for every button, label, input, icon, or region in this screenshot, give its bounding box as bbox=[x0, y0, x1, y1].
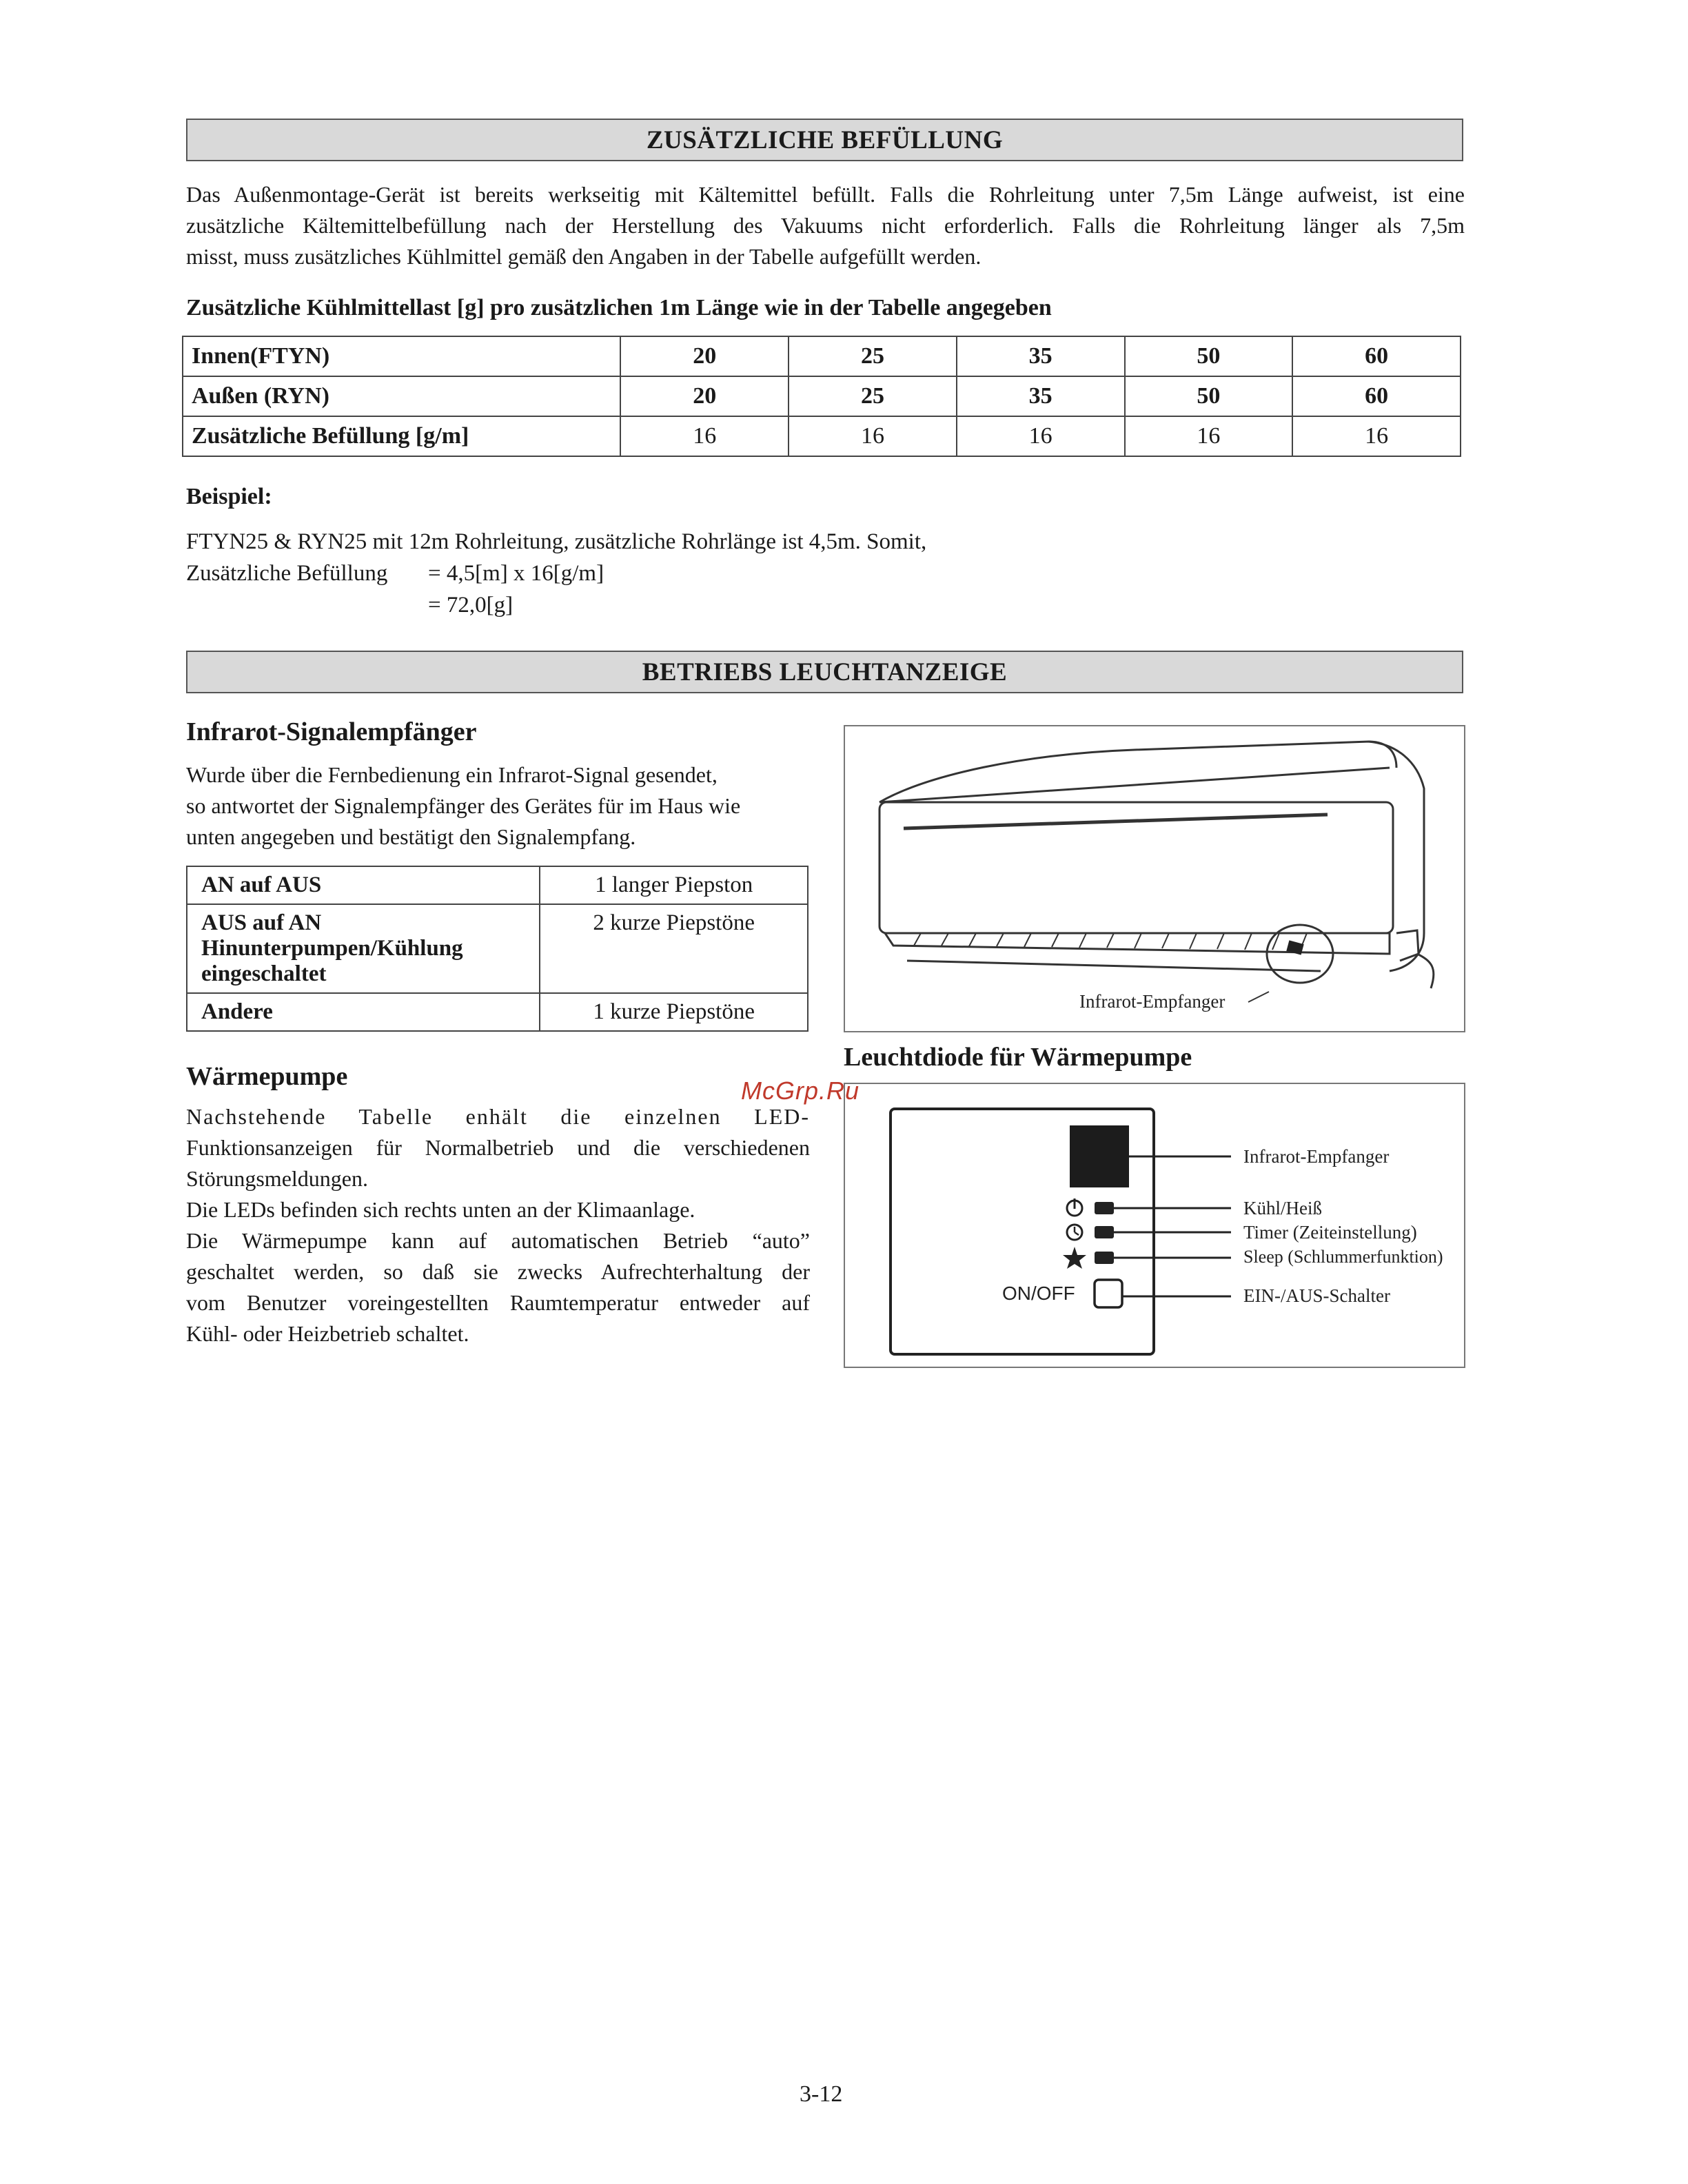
label-line: eingeschaltet bbox=[201, 961, 327, 986]
unit-figure-label: Infrarot-Empfanger bbox=[1079, 991, 1226, 1012]
table-cell: 16 bbox=[620, 416, 789, 456]
label-line: Hinunterpumpen/Kühlung bbox=[201, 936, 463, 961]
table-cell: 2 kurze Piepstöne bbox=[540, 904, 808, 993]
heatpump-line: geschaltet werden, so daß sie zwecks Aufrechterhaltung der bbox=[186, 1259, 810, 1284]
table-cell: 35 bbox=[957, 336, 1125, 376]
table-row bbox=[183, 376, 1461, 416]
table-cell: 50 bbox=[1125, 336, 1293, 376]
label-line: Andere bbox=[201, 999, 273, 1024]
intro-line: misst, muss zusätzliches Kühlmittel gemäß den Angaben in der Tabelle aufgefüllt werden. bbox=[186, 244, 982, 269]
row-label: Außen (RYN) bbox=[183, 376, 620, 416]
label-line: AN auf AUS bbox=[201, 872, 322, 897]
row-label bbox=[187, 866, 540, 904]
air-conditioner-illustration bbox=[845, 726, 1464, 1031]
table-cell: 25 bbox=[789, 376, 957, 416]
ir-line: unten angegeben und bestätigt den Signalempfang. bbox=[186, 824, 636, 849]
table-cell: 35 bbox=[957, 376, 1125, 416]
label-line: AUS auf AN bbox=[201, 910, 322, 935]
onoff-label: ON/OFF bbox=[1002, 1283, 1075, 1304]
table-cell: 16 bbox=[957, 416, 1125, 456]
led-timer bbox=[1095, 1226, 1114, 1238]
charge-table bbox=[182, 336, 1461, 457]
intro-line: zusätzliche Kältemittelbefüllung nach der Herstellung des Vakuums nicht erforderlich. Falls die Rohrleitung länger als 7,5m bbox=[186, 213, 1465, 238]
table-cell: 1 kurze Piepstöne bbox=[540, 993, 808, 1031]
label-timer: Timer (Zeiteinstellung) bbox=[1243, 1222, 1417, 1243]
table-cell: 60 bbox=[1292, 336, 1461, 376]
example-calc-label: Zusätzliche Befüllung bbox=[186, 561, 388, 586]
row-label bbox=[187, 993, 540, 1031]
row-label: Innen(FTYN) bbox=[183, 336, 620, 376]
ir-text bbox=[186, 759, 810, 853]
ir-line: so antwortet der Signalempfänger des Gerätes für im Haus wie bbox=[186, 793, 741, 818]
led-panel-illustration bbox=[845, 1084, 1464, 1367]
receiver-window bbox=[1070, 1125, 1129, 1187]
table-heading: Zusätzliche Kühlmittellast [g] pro zusätzlichen 1m Länge wie in der Tabelle angegeben bbox=[186, 295, 1052, 320]
table-cell: 16 bbox=[789, 416, 957, 456]
led-sleep bbox=[1095, 1252, 1114, 1264]
example-line: FTYN25 & RYN25 mit 12m Rohrleitung, zusätzliche Rohrlänge ist 4,5m. Somit, bbox=[186, 529, 927, 554]
section-title-indicator: BETRIEBS LEUCHTANZEIGE bbox=[186, 651, 1463, 693]
heatpump-heading: Wärmepumpe bbox=[186, 1062, 348, 1091]
table-row bbox=[183, 416, 1461, 456]
label-sleep: Sleep (Schlummerfunktion) bbox=[1243, 1247, 1443, 1267]
table-cell: 16 bbox=[1292, 416, 1461, 456]
watermark: McGrp.Ru bbox=[741, 1076, 860, 1105]
table-cell: 1 langer Piepston bbox=[540, 866, 808, 904]
table-cell: 20 bbox=[620, 336, 789, 376]
led-diagram bbox=[844, 1083, 1465, 1368]
ir-line: Wurde über die Fernbedienung ein Infrarot-Signal gesendet, bbox=[186, 762, 718, 787]
table-row bbox=[187, 904, 808, 993]
heatpump-line: Nachstehende Tabelle enhält die einzelnen LED- bbox=[186, 1104, 810, 1129]
table-row bbox=[187, 993, 808, 1031]
filling-intro bbox=[186, 179, 1465, 272]
heatpump-line: Kühl- oder Heizbetrieb schaltet. bbox=[186, 1321, 469, 1346]
heatpump-line: Die Wärmepumpe kann auf automatischen Betrieb “auto” bbox=[186, 1228, 810, 1253]
beep-table bbox=[186, 866, 809, 1032]
table-cell: 16 bbox=[1125, 416, 1293, 456]
heatpump-line: Die LEDs befinden sich rechts unten an der Klimaanlage. bbox=[186, 1197, 695, 1222]
label-switch: EIN-/AUS-Schalter bbox=[1243, 1285, 1390, 1306]
onoff-switch[interactable] bbox=[1095, 1280, 1122, 1307]
table-cell: 50 bbox=[1125, 376, 1293, 416]
section-title-filling: ZUSÄTZLICHE BEFÜLLUNG bbox=[186, 119, 1463, 161]
row-label: Zusätzliche Befüllung [g/m] bbox=[183, 416, 620, 456]
table-row bbox=[183, 336, 1461, 376]
label-cool-heat: Kühl/Heiß bbox=[1243, 1198, 1322, 1218]
power-icon bbox=[1067, 1198, 1082, 1216]
ir-heading: Infrarot-Signalempfänger bbox=[186, 717, 477, 746]
table-cell: 25 bbox=[789, 336, 957, 376]
heatpump-text bbox=[186, 1101, 810, 1349]
intro-line: Das Außenmontage-Gerät ist bereits werkseitig mit Kältemittel befüllt. Falls die Rohrleitung unter 7,5m Länge aufweist, ist eine bbox=[186, 182, 1465, 207]
heatpump-line: Störungsmeldungen. bbox=[186, 1166, 368, 1191]
row-label bbox=[187, 904, 540, 993]
example-calc-value: = 4,5[m] x 16[g/m] bbox=[428, 561, 604, 586]
led-heading: Leuchtdiode für Wärmepumpe bbox=[844, 1043, 1192, 1072]
table-cell: 20 bbox=[620, 376, 789, 416]
table-row bbox=[187, 866, 808, 904]
label-receiver: Infrarot-Empfanger bbox=[1243, 1146, 1390, 1167]
heatpump-line: vom Benutzer voreingestellten Raumtemperatur entweder auf bbox=[186, 1290, 810, 1315]
heatpump-line: Funktionsanzeigen für Normalbetrieb und die verschiedenen bbox=[186, 1135, 810, 1160]
led-cool-heat bbox=[1095, 1202, 1114, 1214]
timer-icon bbox=[1067, 1225, 1082, 1240]
page-number: 3-12 bbox=[800, 2081, 843, 2107]
example-result: = 72,0[g] bbox=[428, 593, 513, 618]
star-icon bbox=[1063, 1247, 1086, 1269]
example-label: Beispiel: bbox=[186, 484, 272, 509]
table-cell: 60 bbox=[1292, 376, 1461, 416]
unit-figure bbox=[844, 725, 1465, 1032]
